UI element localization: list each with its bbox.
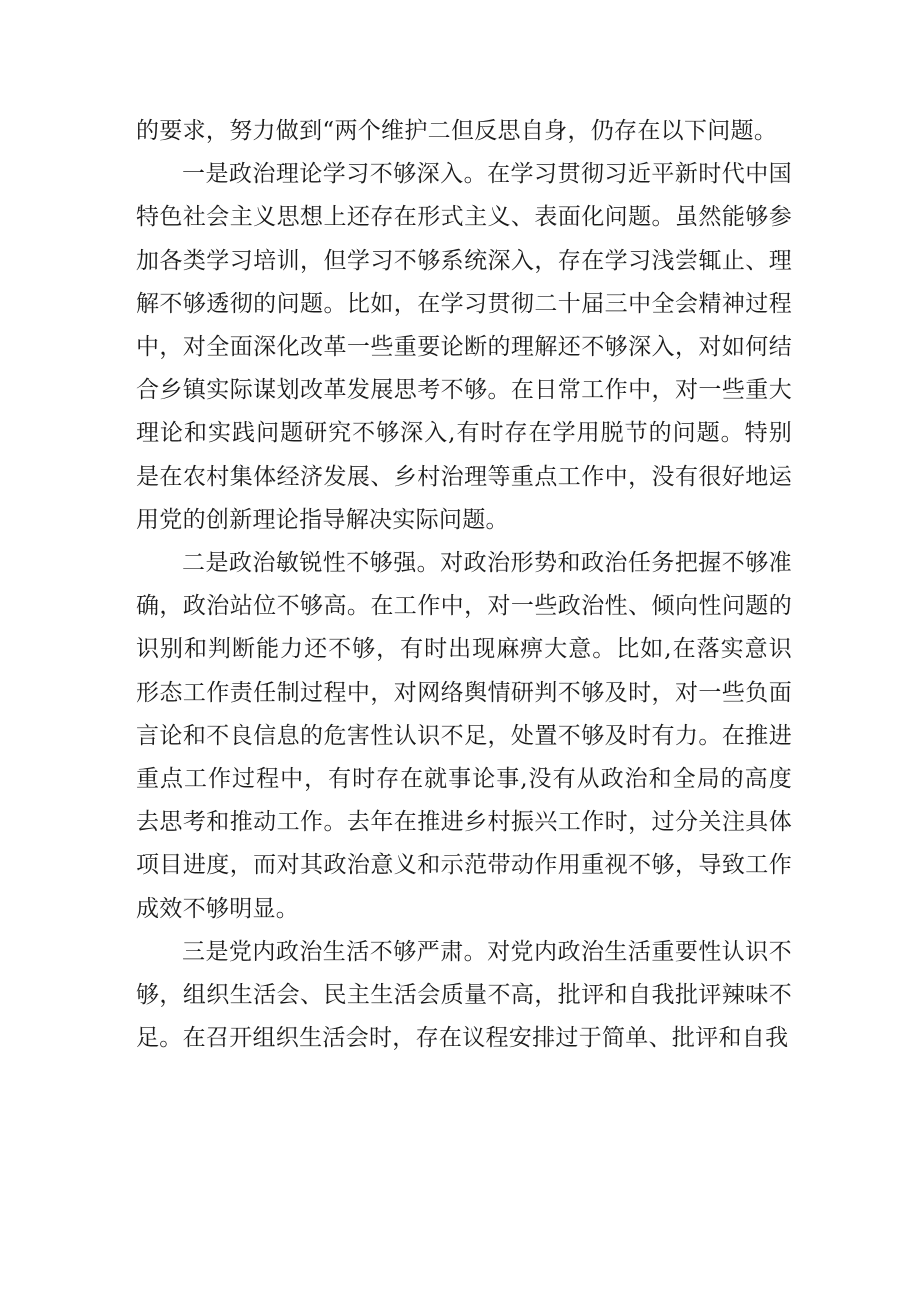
paragraph-issue-1: 一是政治理论学习不够深入。在学习贯彻习近平新时代中国特色社会主义思想上还存在形式主义、表面化问题。虽然能够参加各类学习培训，但学习不够系统深入，存在学习浅尝辄止、理解不够透彻的问题。比如，在学习贯彻二十届三中全会精神过程中，对全面深化改革一些重要论断的理解还不够深入，对如何结合乡镇实际谋划改革发展思考不够。在日常工作中，对一些重大理论和实践问题研究不够深入,有时存在学用脱节的问题。特别是在农村集体经济发展、乡村治理等重点工作中，没有很好地运用党的创新理论指导解决实际问题。 — [136, 161, 792, 533]
paragraph-issue-2: 二是政治敏锐性不够强。对政治形势和政治任务把握不够准确，政治站位不够高。在工作中，对一些政治性、倾向性问题的识别和判断能力还不够，有时出现麻痹大意。比如,在落实意识形态工作责任制过程中，对网络舆情研判不够及时，对一些负面言论和不良信息的危害性认识不足，处置不够及时有力。在推进重点工作过程中，有时存在就事论事,没有从政治和全局的高度去思考和推动工作。去年在推进乡村振兴工作时，过分关注具体项目进度，而对其政治意义和示范带动作用重视不够，导致工作成效不够明显。 — [136, 550, 792, 922]
paragraph-intro: 的要求，努力做到“两个维护二但反思自身，仍存在以下问题。 — [136, 118, 778, 144]
document-body — [136, 110, 792, 1060]
paragraph-issue-3: 三是党内政治生活不够严肃。对党内政治生活重要性认识不够，组织生活会、民主生活会质量不高，批评和自我批评辣味不足。在召开组织生活会时，存在议程安排过于简单、批评和自我 — [136, 938, 792, 1052]
